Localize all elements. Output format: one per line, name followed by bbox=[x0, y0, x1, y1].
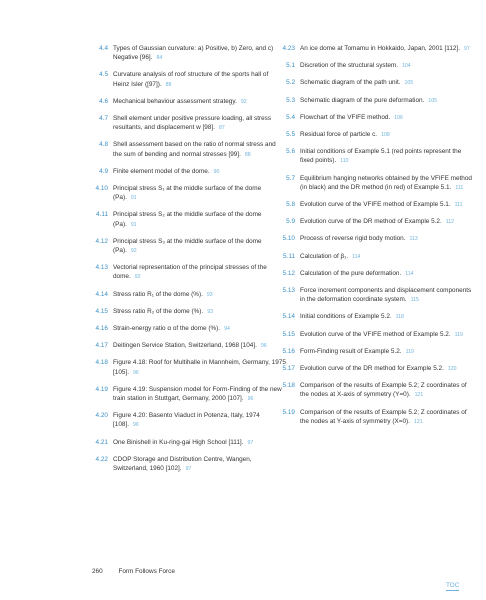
figure-list-item[interactable] bbox=[273, 96, 473, 106]
toc-link[interactable]: TOC bbox=[446, 582, 460, 589]
figure-caption: Evolution curve of the DR method of Example 5.2. bbox=[300, 218, 442, 226]
figure-caption: Discretion of the structural system. bbox=[300, 62, 399, 70]
figure-caption: Initial conditions of Example 5.1 (red points represent the fixed points). bbox=[300, 148, 462, 165]
figure-list-item[interactable] bbox=[86, 385, 286, 404]
figure-list-item[interactable] bbox=[86, 290, 286, 300]
figure-page-link[interactable]: 110 bbox=[340, 158, 349, 165]
figure-page-link[interactable]: 114 bbox=[352, 253, 361, 260]
figure-number: 5.7 bbox=[286, 174, 295, 182]
figure-number: 5.1 bbox=[286, 62, 295, 70]
figure-caption: Evolution curve of the DR method for Example 5.2. bbox=[300, 365, 444, 373]
figure-list-item[interactable] bbox=[273, 78, 473, 88]
left-figure-list bbox=[86, 44, 286, 474]
figure-list-item[interactable] bbox=[273, 130, 473, 140]
book-title: Form Follows Force bbox=[118, 568, 175, 575]
figure-caption: Curvature analysis of roof structure of the sports hall of Heinz Isler ([97]). bbox=[113, 71, 269, 88]
figure-caption: Types of Gaussian curvature: a) Positive, b) Zero, and c) Negative [96]. bbox=[113, 45, 274, 62]
figure-caption: Vectorial representation of the principal stresses of the dome. bbox=[113, 264, 267, 281]
figure-list-item[interactable] bbox=[86, 438, 286, 448]
figure-number: 5.18 bbox=[282, 382, 295, 390]
figure-list-item[interactable] bbox=[86, 411, 286, 430]
figure-number: 5.5 bbox=[286, 131, 295, 139]
figure-list-item[interactable] bbox=[273, 286, 473, 305]
figure-number: 5.15 bbox=[282, 330, 295, 338]
figure-caption: Strain-energy ratio α of the dome (%). bbox=[113, 325, 221, 333]
figure-caption: Figure 4.19: Suspension model for Form-Finding of the new train station in Stuttgart, Germany, 2000 [107]. bbox=[113, 385, 282, 403]
figure-page-link[interactable]: 104 bbox=[402, 63, 411, 70]
figure-list-item[interactable] bbox=[86, 341, 286, 351]
figure-page-link[interactable]: 94 bbox=[224, 326, 230, 333]
figure-page-link[interactable]: 120 bbox=[447, 366, 457, 373]
figure-list-item[interactable] bbox=[273, 252, 473, 262]
figure-number: 4.13 bbox=[95, 264, 108, 272]
figure-list-item[interactable] bbox=[273, 234, 473, 244]
figure-page-link[interactable]: 97 bbox=[185, 466, 192, 473]
figure-page-link[interactable]: 92 bbox=[134, 274, 141, 281]
figure-list-item[interactable] bbox=[273, 147, 473, 166]
figure-page-link[interactable]: 108 bbox=[381, 132, 390, 139]
figure-caption: Deitingen Service Station, Switzerland, 1968 [104]. bbox=[113, 342, 257, 350]
figure-list-item[interactable] bbox=[273, 269, 473, 279]
figure-number: 4.6 bbox=[99, 97, 108, 105]
figure-caption: Comparison of the results of Example 5.2; Z coordinates of the nodes at Y-axis of symmetry (X=0). bbox=[300, 408, 467, 425]
figure-caption: CDOP Storage and Distribution Centre, Wangen, Switzerland, 1960 [102]. bbox=[113, 455, 252, 473]
figure-number: 4.22 bbox=[95, 455, 108, 463]
figure-number: 4.8 bbox=[99, 141, 108, 149]
figure-list-item[interactable] bbox=[273, 174, 473, 193]
figure-page-link[interactable]: 88 bbox=[165, 81, 172, 88]
figure-caption: Comparison of the results of Example 5.2; Z coordinates of the nodes at X-axis of symmetry (Y=0). bbox=[300, 382, 467, 399]
figure-list-item[interactable] bbox=[86, 263, 286, 282]
figure-caption: Initial conditions of Example 5.2. bbox=[300, 313, 392, 321]
figure-number: 5.10 bbox=[282, 235, 295, 243]
figure-list-item[interactable] bbox=[86, 184, 286, 203]
figure-list-item[interactable] bbox=[273, 217, 473, 227]
figure-caption: Mechanical behaviour assessment strategy. bbox=[113, 97, 237, 105]
figure-number: 4.10 bbox=[95, 185, 108, 193]
figure-number: 4.9 bbox=[99, 167, 108, 175]
figure-page-link[interactable]: 96 bbox=[260, 343, 267, 350]
figure-page-link[interactable]: 111 bbox=[455, 184, 464, 191]
figure-number: 5.12 bbox=[282, 269, 295, 277]
figure-number: 5.8 bbox=[286, 201, 295, 209]
figure-number: 4.20 bbox=[95, 412, 108, 420]
figure-caption: Schematic diagram of the pure deformation. bbox=[300, 96, 425, 104]
figure-page-link[interactable]: 115 bbox=[410, 297, 419, 304]
figure-caption: Form-Finding result of Example 5.2. bbox=[300, 347, 402, 355]
figure-caption: Residual force of particle c. bbox=[300, 131, 378, 139]
figure-list-item[interactable] bbox=[86, 455, 286, 474]
figure-caption: Stress ratio R₂ of the dome (%). bbox=[113, 307, 204, 315]
figure-number: 4.18 bbox=[95, 359, 108, 367]
figure-list-item[interactable] bbox=[86, 44, 286, 63]
figure-number: 5.4 bbox=[286, 113, 295, 121]
figure-caption: Principal stress S₃ at the middle surface of the dome (Pa). bbox=[113, 237, 262, 255]
figure-list-item[interactable] bbox=[273, 381, 473, 400]
figure-list-item[interactable] bbox=[86, 70, 286, 89]
figure-page-link[interactable]: 105 bbox=[404, 80, 414, 87]
figure-page-link[interactable]: 119 bbox=[405, 348, 414, 355]
figure-list-item[interactable] bbox=[86, 97, 286, 107]
figure-caption: Figure 4.18: Roof for Multihalle in Mannheim, Germany, 1975 [105]. bbox=[113, 359, 286, 376]
figure-number: 4.7 bbox=[99, 115, 108, 123]
figure-number: 5.3 bbox=[286, 96, 295, 104]
figure-number: 5.13 bbox=[282, 287, 295, 295]
figure-caption: Calculation of β₁. bbox=[300, 252, 349, 260]
figure-list-item[interactable] bbox=[273, 312, 473, 322]
figure-caption: Force increment components and displacement components in the deformation coordinate system. bbox=[300, 287, 472, 304]
figure-page-link[interactable]: 88 bbox=[244, 151, 251, 158]
figure-page-link[interactable]: 84 bbox=[156, 55, 163, 62]
figure-number: 4.15 bbox=[95, 307, 108, 315]
figure-caption: Figure 4.20: Basento Viaduct in Potenza, Italy, 1974 [108]. bbox=[113, 412, 260, 429]
figure-number: 5.9 bbox=[286, 218, 295, 226]
figure-list-item[interactable] bbox=[86, 358, 286, 377]
figure-number: 4.5 bbox=[99, 71, 108, 79]
figure-number: 5.19 bbox=[282, 408, 295, 416]
figure-list-item[interactable] bbox=[86, 167, 286, 177]
figure-page-link[interactable]: 121 bbox=[414, 392, 424, 399]
figure-page-link[interactable]: 96 bbox=[133, 422, 139, 429]
figure-list-item[interactable] bbox=[273, 347, 473, 357]
figure-number: 4.23 bbox=[282, 45, 295, 52]
figure-caption: Finite element model of the dome. bbox=[113, 167, 210, 175]
figure-caption: Shell element under positive pressure loading, all stress resultants, and displacement w [98]. bbox=[113, 115, 272, 132]
figure-page-link[interactable]: 97 bbox=[463, 46, 470, 52]
figure-page-link[interactable]: 96 bbox=[247, 396, 254, 403]
figure-list-item[interactable] bbox=[273, 113, 473, 123]
figure-list-item[interactable] bbox=[86, 210, 286, 229]
figure-list-item[interactable] bbox=[86, 324, 286, 334]
figure-list-item[interactable] bbox=[273, 61, 473, 71]
figure-page-link[interactable]: 91 bbox=[130, 195, 137, 202]
figure-number: 4.14 bbox=[95, 290, 108, 298]
figure-list-item[interactable] bbox=[273, 408, 473, 427]
figure-number: 5.11 bbox=[283, 252, 295, 260]
right-figure-list bbox=[273, 44, 473, 427]
figure-page-link[interactable]: 119 bbox=[454, 331, 463, 338]
figure-page-link[interactable]: 112 bbox=[445, 219, 455, 226]
figure-caption: Equilibrium hanging networks obtained by the VFIFE method (in black) and the DR method (in red) of Example 5.1. bbox=[300, 174, 472, 191]
figure-list-item[interactable] bbox=[273, 364, 473, 374]
figure-number: 4.16 bbox=[95, 325, 108, 333]
figure-list-item[interactable] bbox=[86, 140, 286, 159]
figure-caption: An ice dome at Tomamu in Hokkaido, Japan, 2001 [112]. bbox=[300, 45, 460, 52]
figure-caption: Principal stress S₁ at the middle surface of the dome (Pa). bbox=[113, 185, 262, 202]
figure-list-item[interactable] bbox=[86, 307, 286, 317]
figure-page-link[interactable]: 121 bbox=[413, 418, 423, 425]
page-footer bbox=[92, 568, 175, 575]
figure-number: 5.6 bbox=[286, 148, 295, 156]
figure-caption: Stress ratio R₁ of the dome (%). bbox=[113, 290, 203, 298]
figure-number: 4.17 bbox=[95, 342, 108, 350]
figure-caption: Calculation of the pure deformation. bbox=[300, 269, 402, 277]
figure-page-link[interactable]: 111 bbox=[454, 202, 463, 209]
figure-number: 4.19 bbox=[95, 385, 108, 393]
figure-list-item[interactable] bbox=[273, 200, 473, 210]
figure-number: 5.2 bbox=[286, 79, 295, 87]
figure-page-link[interactable]: 92 bbox=[130, 248, 137, 255]
figure-page-link[interactable]: 113 bbox=[409, 236, 418, 243]
figure-page-link[interactable]: 90 bbox=[213, 168, 220, 175]
figure-page-link[interactable]: 93 bbox=[206, 291, 213, 298]
figure-page-link[interactable]: 114 bbox=[405, 270, 414, 277]
figure-number: 5.17 bbox=[282, 365, 295, 373]
figure-page-link[interactable]: 91 bbox=[130, 221, 137, 228]
figure-page-link[interactable]: 93 bbox=[207, 308, 213, 315]
figure-list-item[interactable] bbox=[86, 237, 286, 256]
figure-number: 5.14 bbox=[282, 313, 295, 321]
figure-page-link[interactable]: 96 bbox=[133, 369, 139, 376]
figure-number: 5.16 bbox=[282, 347, 295, 355]
figure-page-link[interactable]: 92 bbox=[240, 98, 247, 105]
figure-caption: Process of reverse rigid body motion. bbox=[300, 235, 406, 243]
figure-page-link[interactable]: 106 bbox=[394, 114, 403, 121]
figure-list-item[interactable] bbox=[273, 330, 473, 340]
figure-caption: Schematic diagram of the path unit. bbox=[300, 79, 401, 87]
figure-number: 4.21 bbox=[95, 438, 108, 446]
figure-number: 4.11 bbox=[96, 211, 108, 219]
figure-list-item[interactable] bbox=[86, 114, 286, 133]
figure-caption: Evolution curve of the VFIFE method of Example 5.1. bbox=[300, 201, 451, 209]
figure-caption: Evolution curve of the VFIFE method of Example 5.2. bbox=[300, 330, 451, 338]
figure-caption: Principal stress S₂ at the middle surface of the dome (Pa). bbox=[113, 211, 262, 228]
figure-page-link[interactable]: 118 bbox=[395, 314, 404, 321]
figure-caption: Shell assessment based on the ratio of normal stress and the sum of bending and normal stresses [99]. bbox=[113, 141, 276, 158]
figure-page-link[interactable]: 87 bbox=[218, 125, 225, 132]
figure-number: 4.12 bbox=[95, 237, 108, 245]
figure-caption: One Binishell in Ku-ring-gai High School [111]. bbox=[113, 438, 244, 446]
figure-page-link[interactable]: 97 bbox=[247, 439, 254, 446]
figure-list-item[interactable] bbox=[273, 44, 473, 54]
figure-number: 4.4 bbox=[99, 45, 108, 52]
page-number: 260 bbox=[92, 568, 103, 575]
figure-page-link[interactable]: 105 bbox=[428, 97, 437, 104]
figure-caption: Flowchart of the VFIFE method. bbox=[300, 113, 391, 121]
